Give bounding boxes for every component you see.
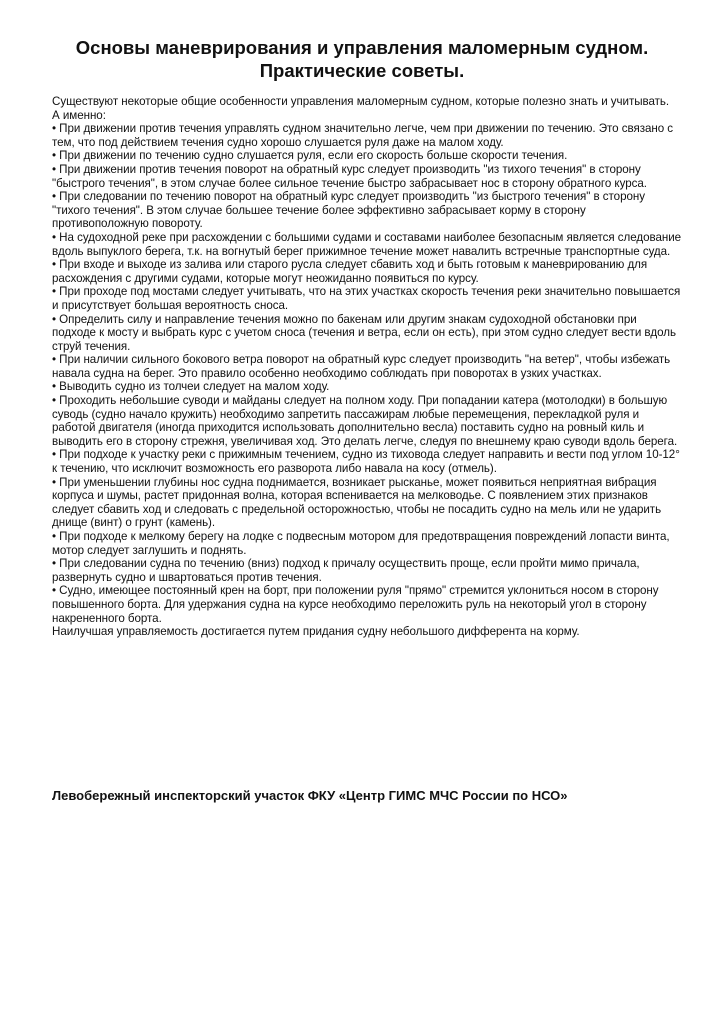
list-item: • Проходить небольшие суводи и майданы следует на полном ходу. При попадании катера (мотолодки) в большую суводь (судно начало кружить) необходимо запретить пассажирам любые перемещения, перекладкой руля и работой двигателя (иногда приходится использовать дополнительно весла) поставить судно на ровный киль и выводить его в сторону стрежня, увеличивая ход. Это делать легче, следуя по внешнему краю суводи вдоль берега. bbox=[52, 394, 678, 448]
document-body bbox=[52, 95, 682, 639]
list-item: • При следовании по течению поворот на обратный курс следует производить "из быстрого течения" в сторону "тихого течения". В этом случае большее течение более эффективно забрасывает корму в сторону противоположную повороту. bbox=[52, 190, 645, 231]
list-item: • При подходе к мелкому берегу на лодке с подвесным мотором для предотвращения повреждений лопасти винта, мотор следует заглушить и поднять. bbox=[52, 530, 670, 557]
list-intro: А именно: bbox=[52, 108, 106, 122]
list-item: • При следовании судна по течению (вниз) подход к причалу осуществить проще, если пройти мимо причала, развернуть судно и швартоваться против течения. bbox=[52, 557, 640, 584]
list-item: • При уменьшении глубины нос судна поднимается, возникает рысканье, может появиться неприятная вибрация корпуса и шумы, растет придонная волна, которая вспенивается на мелководье. С появлением этих признаков следует сбавить ход и следовать с предельной осторожностью, чтобы не посадить судно на мель или не ударить днище (винт) о грунт (камень). bbox=[52, 475, 662, 530]
title-line-1: Основы маневрирования и управления маломерным судном. bbox=[75, 37, 649, 58]
intro-paragraph: Существуют некоторые общие особенности управления маломерным судном, которые полезно знать и учитывать. bbox=[52, 95, 670, 108]
list-item: • Выводить судно из толчеи следует на малом ходу. bbox=[52, 380, 330, 394]
footer-organization: Левобережный инспекторский участок ФКУ «Центр ГИМС МЧС России по НСО» bbox=[52, 788, 568, 803]
document-title bbox=[40, 36, 684, 82]
list-item: • При движении против течения управлять судном значительно легче, чем при движении по течению. Это связано с тем, что под действием течения судно хорошо слушается руля даже на малом ходу. bbox=[52, 122, 674, 149]
list-item: • Судно, имеющее постоянный крен на борт, при положении руля "прямо" стремится уклониться носом в сторону повышенного борта. Для удержания судна на курсе необходимо переложить руль на некоторый угол в сторону накрененного борта. bbox=[52, 584, 659, 625]
list-item: • При наличии сильного бокового ветра поворот на обратный курс следует производить "на ветер", чтобы избежать навала судна на берег. Это правило особенно необходимо соблюдать при поворотах в узких участках. bbox=[52, 353, 671, 380]
conclusion-paragraph: Наилучшая управляемость достигается путем придания судну небольшого дифферента на корму. bbox=[52, 625, 580, 639]
list-item: • При входе и выходе из залива или старого русла следует сбавить ход и быть готовым к маневрированию для расхождения с другими судами, которые могут неожиданно появиться по курсу. bbox=[52, 258, 648, 285]
list-item: • На судоходной реке при расхождении с большими судами и составами наиболее безопасным является следование вдоль выпуклого берега, т.к. на вогнутый берег прижимное течение может навалить встречные транспортные суда. bbox=[52, 230, 682, 258]
list-item: • При движении по течению судно слушается руля, если его скорость больше скорости течения. bbox=[52, 149, 568, 163]
list-item: • Определить силу и направление течения можно по бакенам или другим знакам судоходной обстановки при подходе к мосту и выбрать курс с учетом сноса (течения и ветра, если он есть), при этом судно следует вести вдоль струй течения. bbox=[52, 312, 676, 353]
title-line-2: Практические советы. bbox=[259, 60, 465, 81]
list-item: • При проходе под мостами следует учитывать, что на этих участках скорость течения реки значительно повышается и присутствует большая вероятность сноса. bbox=[52, 285, 681, 312]
list-item: • При подходе к участку реки с прижимным течением, судно из тиховода следует направить и вести под углом 10-12° к течению, что исключит возможность его разворота либо навала на косу (отмель). bbox=[52, 448, 680, 476]
list-item: • При движении против течения поворот на обратный курс следует производить "из тихого течения" в сторону "быстрого течения", в этом случае более сильное течение быстро забрасывает нос в сторону обратного курса. bbox=[52, 162, 647, 190]
